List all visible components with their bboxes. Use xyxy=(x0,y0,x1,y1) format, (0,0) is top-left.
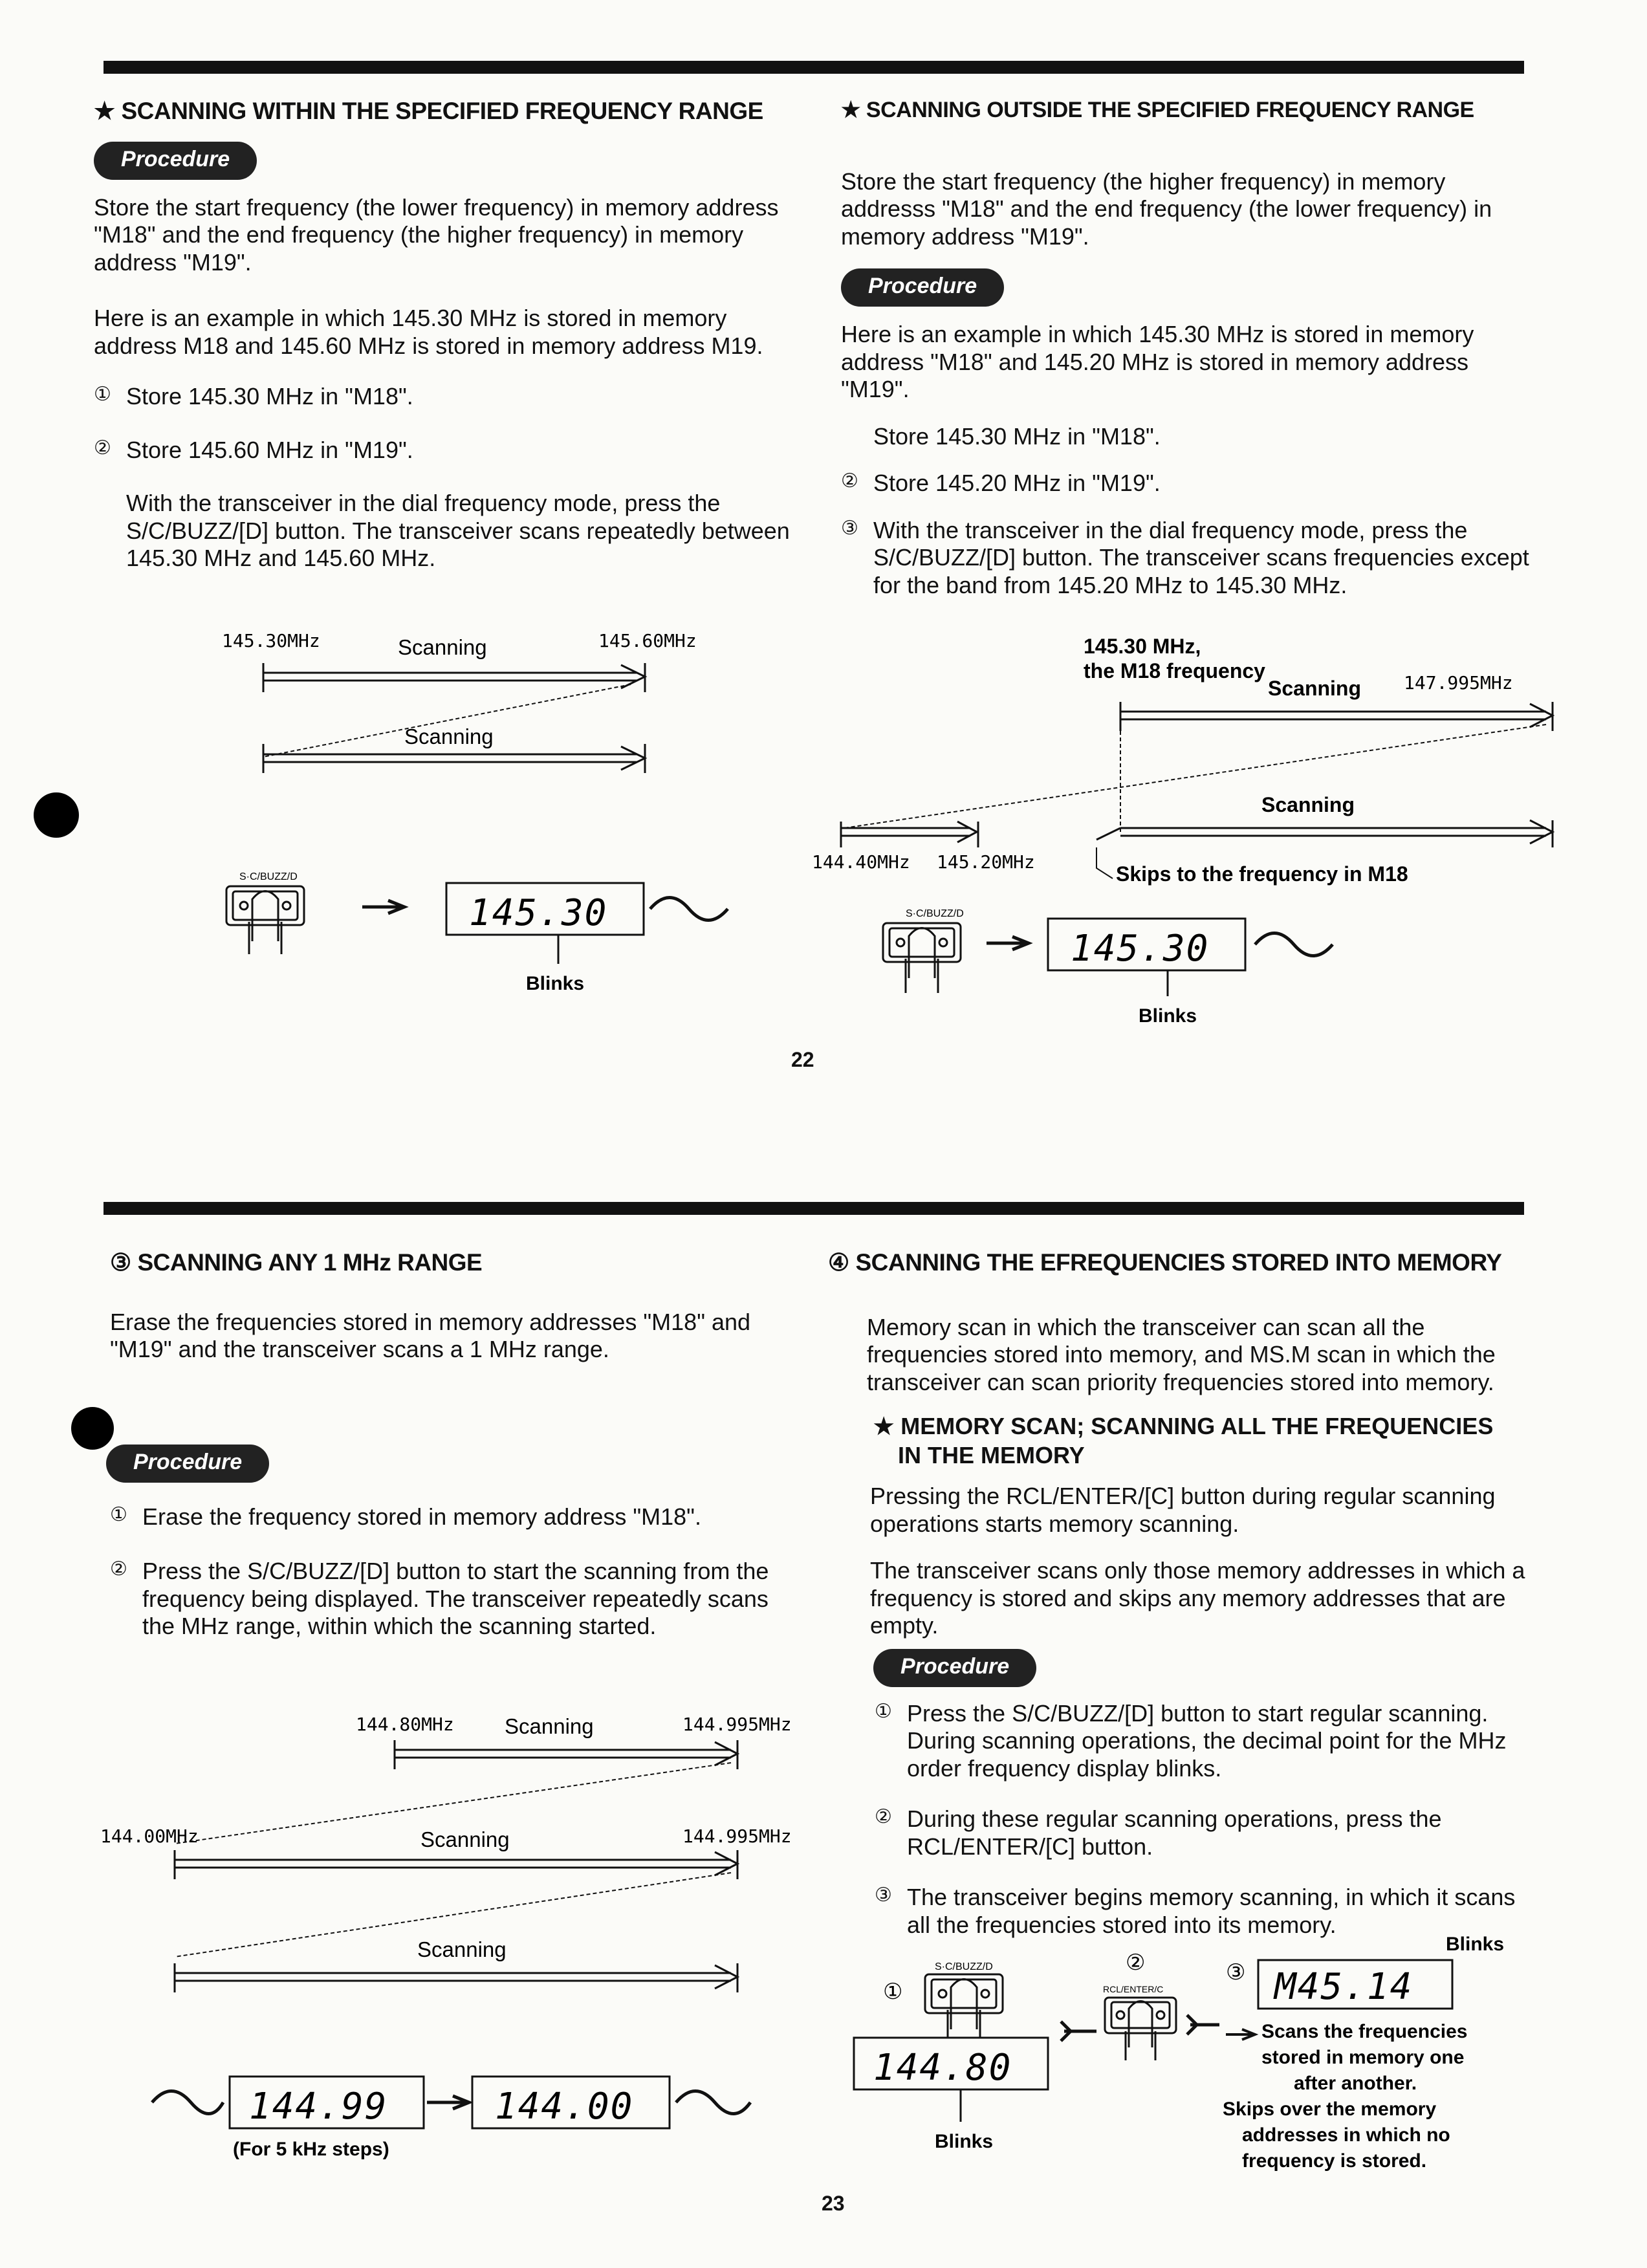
lcd-readout: 145.30 xyxy=(469,892,608,934)
section-title: ③ SCANNING ANY 1 MHz RANGE xyxy=(110,1249,483,1276)
left-column-page22 xyxy=(94,97,792,994)
memory-scan-diagram xyxy=(841,1934,1540,2212)
rcl-enter-button-icon xyxy=(1105,1998,1176,2060)
step-1: Store 145.30 MHz in "M18". xyxy=(873,422,1161,450)
wave-icon xyxy=(676,2091,750,2114)
step-1: ① Press the S/C/BUZZ/[D] button to start regular scanning. During scanning operations, the decimal point for the MHz order frequency display blinks. xyxy=(875,1699,1507,1782)
lcd-readout: 145.30 xyxy=(1071,928,1210,970)
caption-line: addresses in which no xyxy=(1242,2124,1450,2146)
scanning-label: Scanning xyxy=(505,1714,594,1738)
scanning-label: Scanning xyxy=(404,725,494,748)
frequency-label: 144.995MHz xyxy=(682,1826,792,1847)
arrow-right-icon xyxy=(1226,2029,1255,2040)
top-rule-page23 xyxy=(104,1202,1524,1215)
frequency-label: 144.80MHz xyxy=(356,1714,454,1735)
sc-buzz-button-icon xyxy=(226,886,304,954)
section-title: ★ SCANNING WITHIN THE SPECIFIED FREQUENCY RANGE xyxy=(94,98,763,124)
subsection-title: ★ MEMORY SCAN; SCANNING ALL THE FREQUENCIES xyxy=(873,1413,1494,1440)
scan-range-diagram xyxy=(94,627,792,1029)
step-2: ② Store 145.20 MHz in "M19". xyxy=(841,470,1161,497)
step-2: ② Press the S/C/BUZZ/[D] button to start the scanning from the frequency being displayed. The transceiver repeatedly scans the MHz range, within which the scanning started. xyxy=(110,1558,769,1640)
low-frequency-label: 144.40MHz xyxy=(812,851,910,873)
section-title: ★ SCANNING OUTSIDE THE SPECIFIED FREQUENCY RANGE xyxy=(841,98,1474,122)
step-1: ① Store 145.30 MHz in "M18". xyxy=(94,383,413,410)
m18-label: the M18 frequency xyxy=(1084,659,1265,682)
subsection-title: IN THE MEMORY xyxy=(898,1442,1085,1469)
lower-scan-arrows xyxy=(841,820,1553,847)
step-number: ③ xyxy=(1226,1960,1246,1985)
step-1: ① Erase the frequency stored in memory address "M18". xyxy=(110,1503,701,1530)
paragraph: Store the start frequency (the higher frequency) in memory addresss "M18" and the end frequency (the lower frequency) in memory address "M19". xyxy=(841,168,1492,250)
arrow-right-icon xyxy=(427,2096,469,2109)
paragraph: Here is an example in which 145.30 MHz is stored in memory address M18 and 145.60 MHz is stored in memory address M19. xyxy=(94,305,763,359)
end-frequency-label: 145.60MHz xyxy=(598,630,697,651)
page-number: 23 xyxy=(822,2192,845,2215)
arrow-right-icon xyxy=(1061,2022,1096,2041)
return-dashed-line xyxy=(844,725,1546,828)
mid-frequency-label: 145.20MHz xyxy=(937,851,1035,873)
lcd-readout: M45.14 xyxy=(1274,1966,1413,2008)
step-3: ③ The transceiver begins memory scanning, in which it scans all the frequencies stored into its memory. xyxy=(875,1884,1516,1938)
procedure-badge: Procedure xyxy=(841,268,1004,307)
paragraph: The transceiver scans only those memory addresses in which a frequency is stored and skips any memory addresses that are empty. xyxy=(870,1557,1525,1639)
lcd-readout: 144.80 xyxy=(873,2047,1012,2089)
skip-pointer xyxy=(1096,847,1113,878)
skip-label: Skips to the frequency in M18 xyxy=(1116,862,1408,886)
blinks-label: Blinks xyxy=(1446,1934,1505,1955)
skip-range-diagram xyxy=(812,634,1540,1048)
paragraph: Memory scan in which the transceiver can scan all the frequencies stored into memory, and MS.M scan in which the transceiver can scan priority frequencies stored into memory. xyxy=(867,1314,1496,1395)
scan-arrow-b xyxy=(175,1850,737,1879)
blinks-label: Blinks xyxy=(1139,1005,1197,1027)
step-3: ③ With the transceiver in the dial frequency mode, press the S/C/BUZZ/[D] button. The transceiver scans frequencies except for the band from 145.20 MHz to 145.30 MHz. xyxy=(841,516,1529,598)
m18-label: 145.30 MHz, xyxy=(1084,635,1201,658)
wave-icon xyxy=(650,898,728,921)
sc-buzz-button-icon xyxy=(883,923,961,993)
step-size-note: (For 5 kHz steps) xyxy=(233,2139,389,2160)
start-frequency-label: 145.30MHz xyxy=(222,630,320,651)
button-label: S·C/BUZZ/D xyxy=(239,871,298,882)
step-3: With the transceiver in the dial frequency mode, press the S/C/BUZZ/[D] button. The transceiver scans repeatedly between 145.30 MHz and 145.60 MHz. xyxy=(126,490,790,572)
frequency-label: 144.00MHz xyxy=(100,1826,199,1847)
binder-hole xyxy=(34,792,79,838)
procedure-badge: Procedure xyxy=(873,1649,1036,1687)
step-number: ① xyxy=(883,1979,903,2004)
arrow-right-icon xyxy=(1187,2015,1219,2034)
paragraph: Here is an example in which 145.30 MHz is stored in memory address "M18" and 145.20 MHz is stored in memory address "M19". xyxy=(841,321,1474,403)
top-rule-page22 xyxy=(104,61,1524,74)
button-label: S·C/BUZZ/D xyxy=(906,908,964,919)
mhz-range-diagram xyxy=(84,1714,792,2180)
wave-icon xyxy=(152,2091,223,2114)
right-column-page23 xyxy=(828,1248,1540,2172)
procedure-badge: Procedure xyxy=(94,142,257,180)
left-column-page23 xyxy=(100,1248,796,2160)
arrow-right-icon xyxy=(987,937,1029,950)
blinks-label: Blinks xyxy=(935,2131,994,2152)
arrow-right-icon xyxy=(362,900,404,913)
caption-line: after another. xyxy=(1294,2073,1417,2094)
forward-scan-arrow xyxy=(263,663,645,692)
scanning-label: Scanning xyxy=(417,1937,507,1961)
page-number: 22 xyxy=(791,1048,814,1071)
paragraph: Pressing the RCL/ENTER/[C] button during regular scanning operations starts memory scanning. xyxy=(870,1483,1496,1537)
caption-line: frequency is stored. xyxy=(1242,2150,1427,2172)
step-2: ② During these regular scanning operations, press the RCL/ENTER/[C] button. xyxy=(875,1805,1442,1860)
paragraph: Store the start frequency (the lower frequency) in memory address "M18" and the end frequency (the higher frequency) in memory address "M19". xyxy=(94,194,779,276)
blinks-label: Blinks xyxy=(526,973,585,994)
binder-hole xyxy=(71,1407,114,1450)
caption-line: stored in memory one xyxy=(1261,2047,1465,2068)
section-title: ④ SCANNING THE EFREQUENCIES STORED INTO MEMORY xyxy=(828,1249,1502,1276)
step-number: ② xyxy=(1126,1950,1146,1975)
scan-arrow-c xyxy=(175,1963,737,1992)
paragraph: Erase the frequencies stored in memory addresses "M18" and "M19" and the transceiver scans a 1 MHz range. xyxy=(110,1309,751,1363)
scan-arrow-a xyxy=(395,1740,737,1769)
button-label: S·C/BUZZ/D xyxy=(935,1961,993,1972)
procedure-badge: Procedure xyxy=(106,1445,269,1483)
step-2: ② Store 145.60 MHz in "M19". xyxy=(94,436,413,463)
top-end-label: 147.995MHz xyxy=(1404,672,1513,693)
scanning-label: Scanning xyxy=(420,1827,510,1851)
scanning-label: Scanning xyxy=(398,635,487,659)
lcd-readout: 144.99 xyxy=(249,2086,388,2128)
scanning-label: Scanning xyxy=(1261,793,1355,816)
caption-line: Skips over the memory xyxy=(1223,2099,1437,2120)
upper-scan-arrow xyxy=(1120,702,1553,731)
right-column-page22 xyxy=(812,97,1540,1027)
scanning-label: Scanning xyxy=(1268,677,1362,700)
button-label: RCL/ENTER/C xyxy=(1103,1984,1164,1994)
lcd-readout: 144.00 xyxy=(495,2086,634,2128)
wave-icon xyxy=(1255,933,1333,956)
frequency-label: 144.995MHz xyxy=(682,1714,792,1735)
sc-buzz-button-icon xyxy=(925,1974,1003,2038)
caption-line: Scans the frequencies xyxy=(1261,2021,1468,2042)
